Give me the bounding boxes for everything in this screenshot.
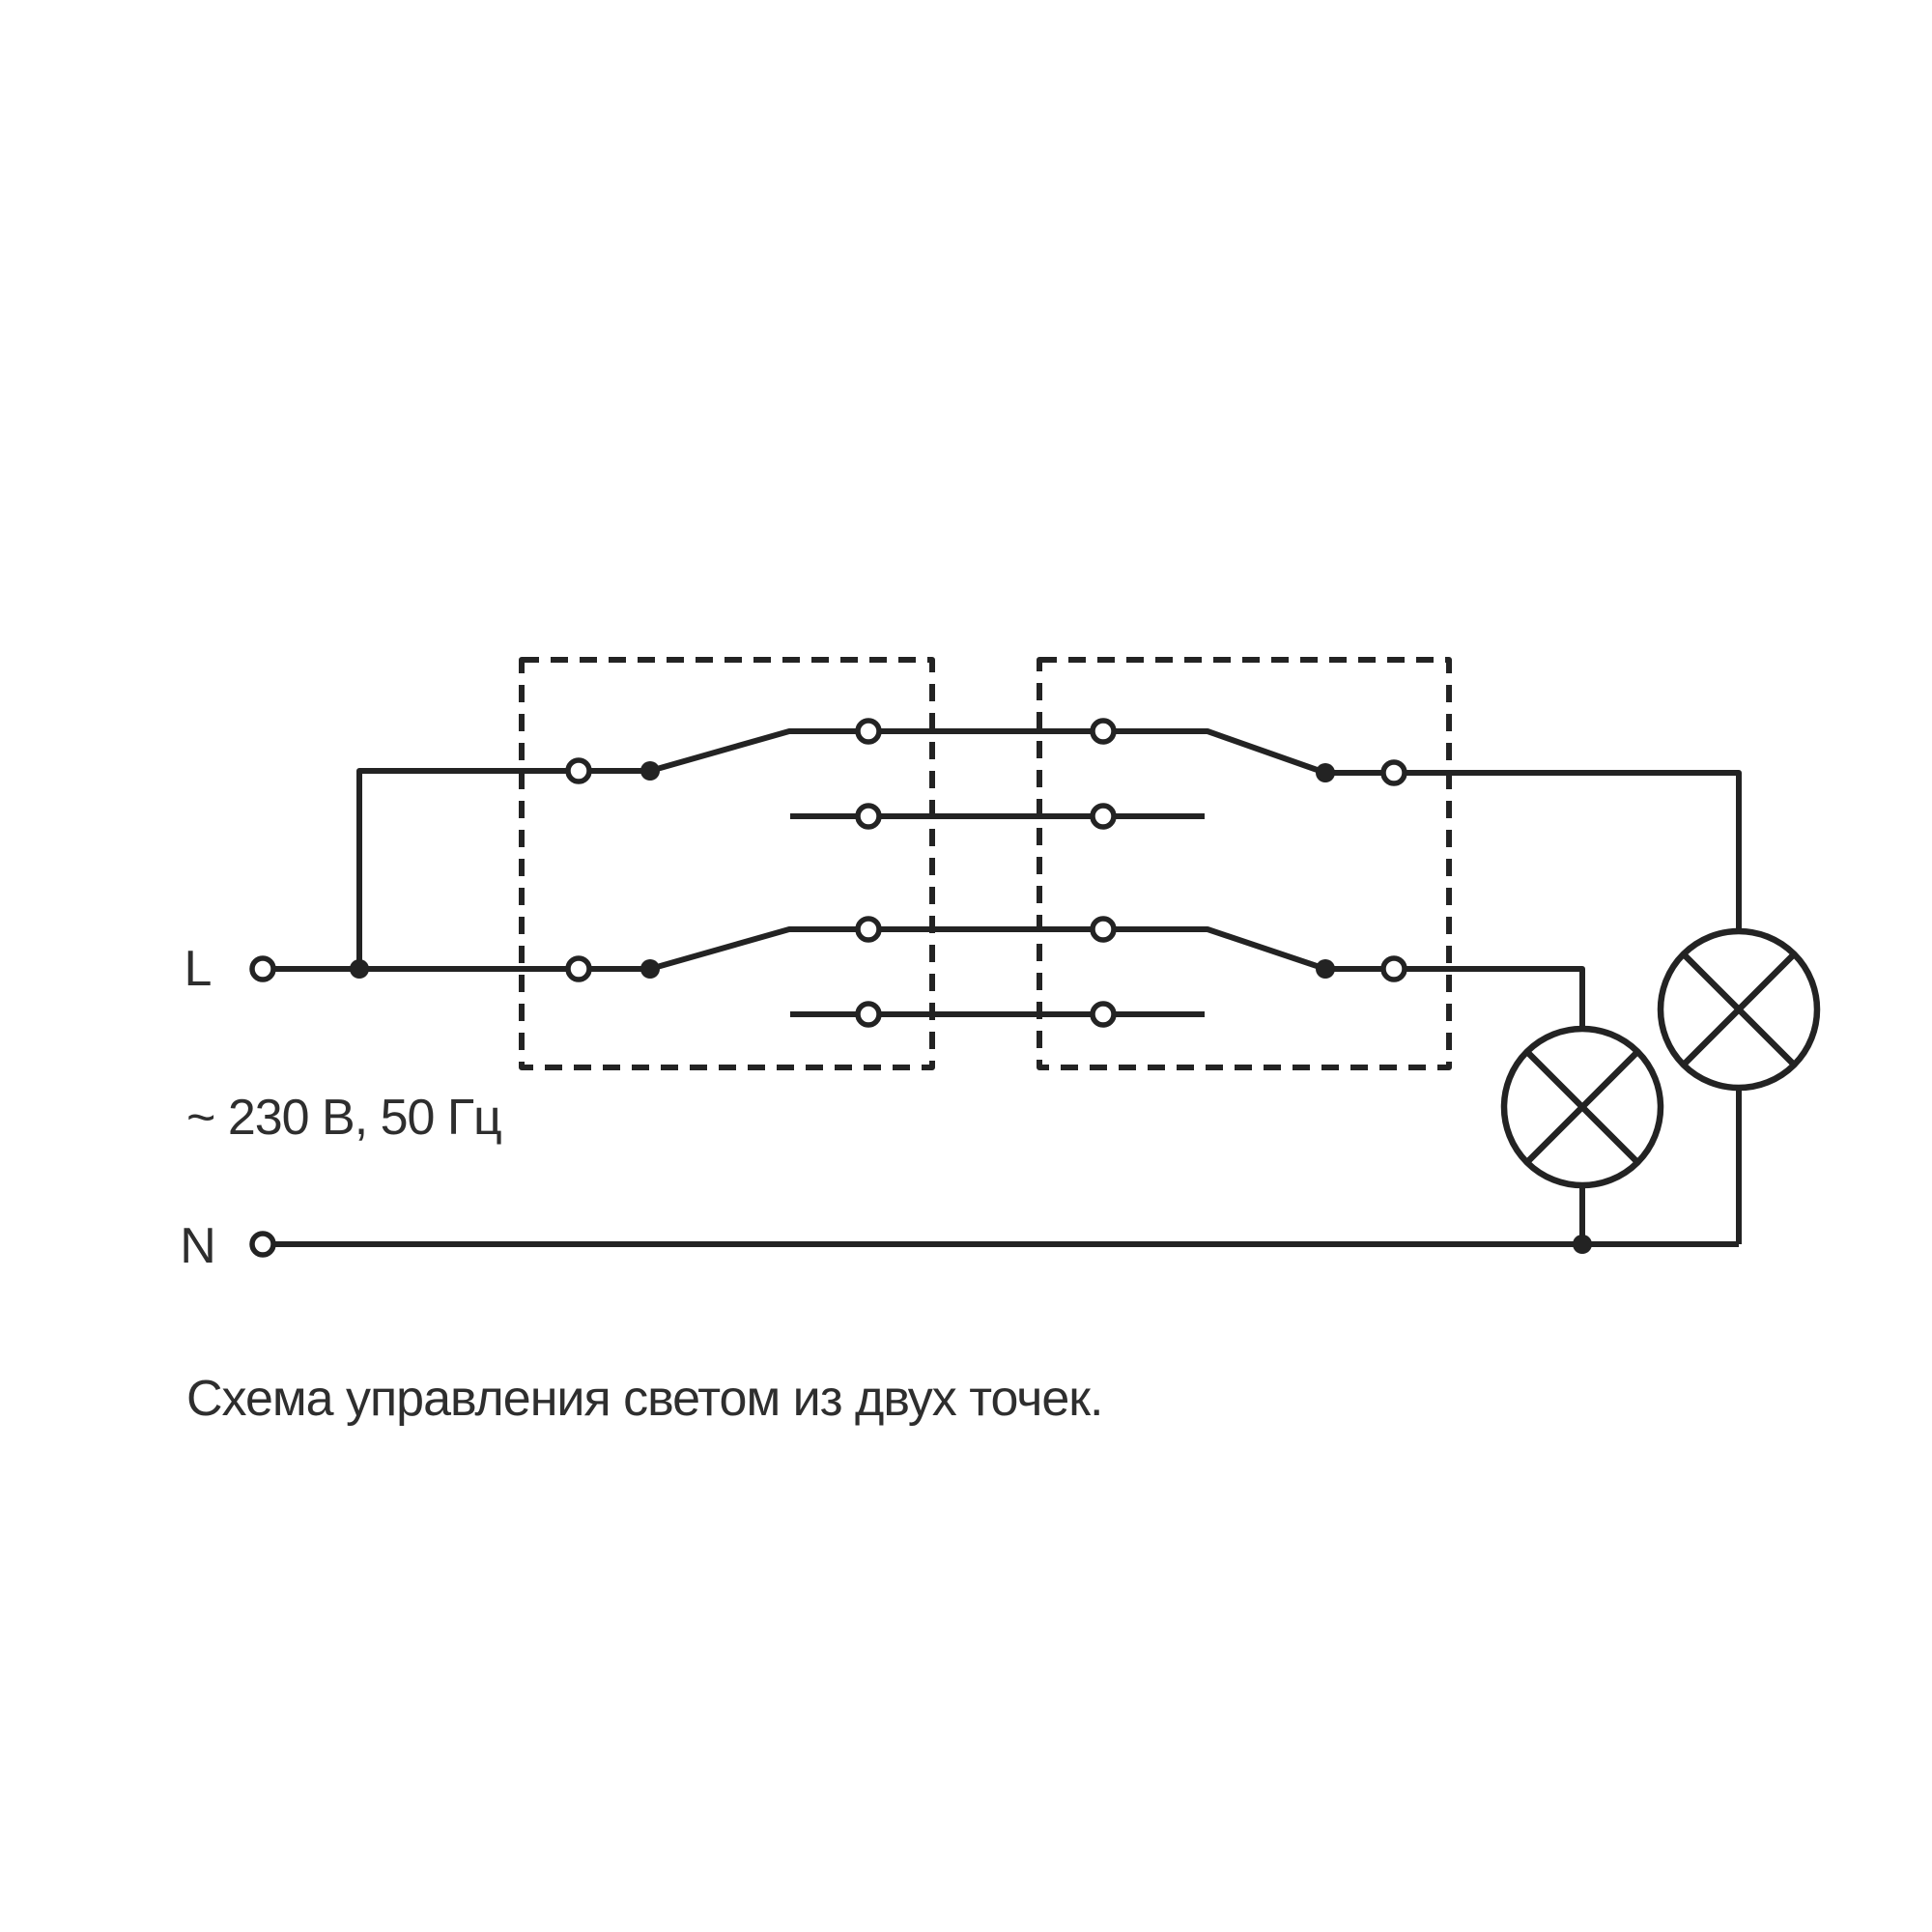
switch1-top-common-terminal <box>568 760 589 781</box>
switch1-bottom-traveller-terminal <box>858 919 879 940</box>
switch1-top-stub-terminal <box>858 806 879 827</box>
lamp-1-icon <box>1504 1029 1661 1185</box>
junction-dot-line-branch <box>350 959 369 979</box>
switch2-top-traveller-terminal <box>1093 721 1114 742</box>
switch1-bottom-common-terminal <box>568 958 589 980</box>
label-N: N <box>180 1218 216 1274</box>
caption-text: Схема управления светом из двух точек. <box>186 1371 1103 1427</box>
voltage-rating-text: ~ 230 В, 50 Гц <box>186 1090 501 1146</box>
label-L: L <box>184 941 213 997</box>
switch2-bottom-common-terminal <box>1383 958 1405 980</box>
switch1-bottom-stub-terminal <box>858 1004 879 1025</box>
terminal-N <box>252 1234 273 1255</box>
switch2-top-common-terminal <box>1383 762 1405 783</box>
terminal-L <box>252 958 273 980</box>
switch1-top-traveller-terminal <box>858 721 879 742</box>
switch2-bottom-traveller-terminal <box>1093 919 1114 940</box>
switch1-top-pivot-dot <box>640 761 660 781</box>
switch2-top-pivot-dot <box>1316 763 1335 782</box>
switch2-top-stub-terminal <box>1093 806 1114 827</box>
switch2-bottom-stub-terminal <box>1093 1004 1114 1025</box>
switch2-bottom-pivot-dot <box>1316 959 1335 979</box>
junction-dot-neutral <box>1573 1235 1592 1254</box>
lamp-2-icon <box>1661 931 1817 1088</box>
switch1-bottom-pivot-dot <box>640 959 660 979</box>
